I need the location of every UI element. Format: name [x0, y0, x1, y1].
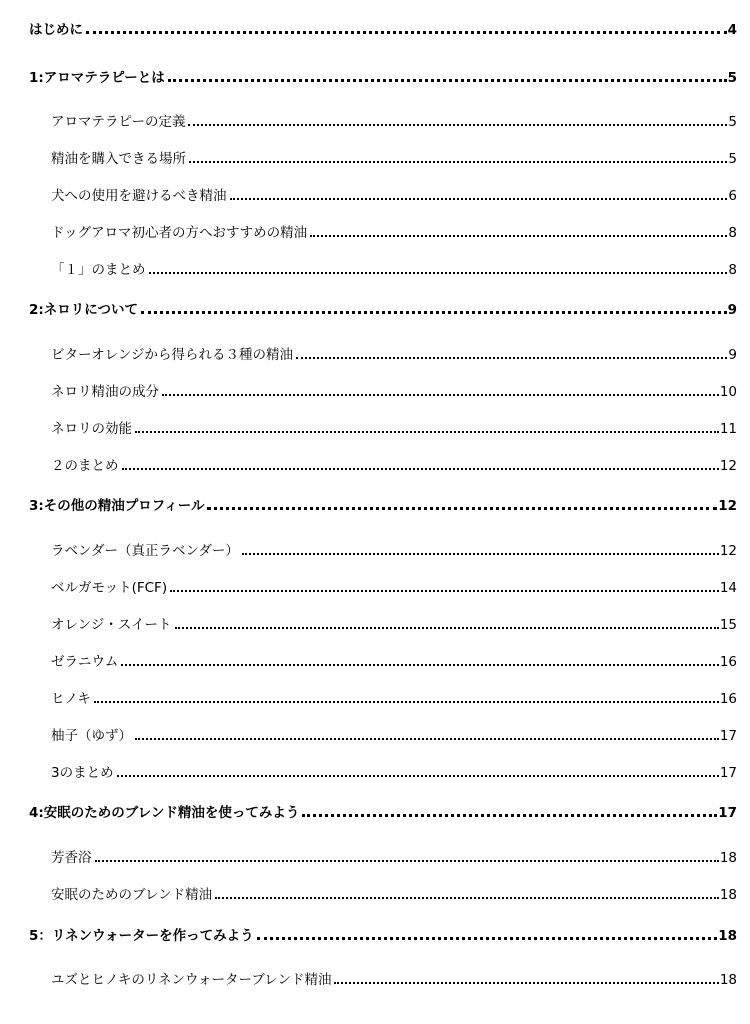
dot-leader — [95, 860, 719, 862]
toc-entry-title: 5：リネンウォーターを作ってみよう — [29, 928, 254, 944]
toc-section[interactable] — [0, 339, 750, 363]
dot-leader — [215, 897, 719, 899]
toc-chapter-intro[interactable] — [0, 14, 750, 38]
toc-section[interactable] — [0, 143, 750, 167]
toc-entry-title: ラベンダー（真正ラベンダー） — [51, 543, 239, 559]
toc-page-number: 14 — [719, 580, 737, 596]
dot-leader — [170, 590, 719, 592]
toc-chapter-1[interactable] — [0, 62, 750, 86]
toc-section[interactable] — [0, 572, 750, 596]
toc-page-number: 18 — [718, 928, 737, 944]
toc-entry-title: ネロリの効能 — [51, 421, 132, 437]
toc-entry-title: 1:アロマテラピーとは — [29, 70, 165, 86]
dot-leader — [149, 272, 728, 274]
toc-page-number: 17 — [719, 728, 737, 744]
toc-entry-title: 精油を購入できる場所 — [51, 151, 186, 167]
dot-leader — [141, 311, 727, 314]
dot-leader — [168, 79, 727, 82]
toc-page-number: 12 — [719, 458, 737, 474]
toc-entry-title: ヒノキ — [51, 691, 91, 707]
toc-entry-title: 3のまとめ — [51, 765, 114, 781]
toc-page-number: 17 — [719, 765, 737, 781]
dot-leader — [94, 701, 719, 703]
dot-leader — [242, 553, 719, 555]
toc-section[interactable] — [0, 217, 750, 241]
toc-section[interactable] — [0, 106, 750, 130]
toc-section[interactable] — [0, 180, 750, 204]
toc-page-number: 16 — [719, 654, 737, 670]
dot-leader — [257, 937, 718, 940]
dot-leader — [296, 357, 727, 359]
dot-leader — [230, 198, 728, 200]
dot-leader — [207, 507, 717, 510]
toc-section[interactable] — [0, 609, 750, 633]
toc-page-number: 18 — [719, 972, 737, 988]
toc-chapter-3[interactable] — [0, 490, 750, 514]
toc-page-number: 11 — [719, 421, 737, 437]
toc-entry-title: 4:安眠のためのブレンド精油を使ってみよう — [29, 805, 300, 821]
toc-page-number: 9 — [728, 347, 737, 363]
toc-page-number: 4 — [727, 22, 737, 38]
toc-section[interactable] — [0, 376, 750, 400]
toc-page-number: 5 — [728, 114, 737, 130]
dot-leader — [334, 982, 718, 984]
toc-page-number: 18 — [719, 887, 737, 903]
toc-section[interactable] — [0, 413, 750, 437]
toc-section[interactable] — [0, 720, 750, 744]
toc-entry-title: 2:ネロリについて — [29, 302, 139, 318]
toc-entry-title: ２のまとめ — [51, 458, 119, 474]
toc-page-number: 6 — [728, 188, 737, 204]
toc-page-number: 10 — [719, 384, 737, 400]
toc-entry-title: ドッグアロマ初心者の方へおすすめの精油 — [51, 225, 308, 241]
toc-page-number: 16 — [719, 691, 737, 707]
dot-leader — [117, 775, 719, 777]
toc-entry-title: ベルガモット(FCF) — [51, 580, 168, 596]
toc-page-number: 15 — [719, 617, 737, 633]
toc-section[interactable] — [0, 254, 750, 278]
toc-entry-title: 柚子（ゆず） — [51, 728, 132, 744]
toc-entry-title: オレンジ・スイート — [51, 617, 172, 633]
dot-leader — [162, 394, 719, 396]
toc-entry-title: はじめに — [29, 22, 83, 38]
dot-leader — [86, 31, 727, 34]
toc-section[interactable] — [0, 842, 750, 866]
toc-page-number: 12 — [718, 498, 737, 514]
dot-leader — [310, 235, 727, 237]
toc-entry-title: ビターオレンジから得られる３種の精油 — [51, 347, 294, 363]
dot-leader — [135, 738, 719, 740]
dot-leader — [188, 124, 727, 126]
toc-page-number: 8 — [728, 225, 737, 241]
toc-entry-title: 「１」のまとめ — [51, 262, 146, 278]
toc-page-number: 8 — [728, 262, 737, 278]
toc-page-number: 12 — [719, 543, 737, 559]
toc-page-number: 5 — [728, 151, 737, 167]
toc-entry-title: 犬への使用を避けるべき精油 — [51, 188, 227, 204]
toc-entry-title: 芳香浴 — [51, 850, 92, 866]
dot-leader — [122, 468, 719, 470]
toc-chapter-4[interactable] — [0, 797, 750, 821]
toc-chapter-5[interactable] — [0, 920, 750, 944]
dot-leader — [302, 814, 717, 817]
toc-section[interactable] — [0, 757, 750, 781]
dot-leader — [135, 431, 719, 433]
dot-leader — [175, 627, 719, 629]
toc-page-number: 5 — [727, 70, 737, 86]
toc-entry-title: 安眠のためのブレンド精油 — [51, 887, 213, 903]
toc-page-number: 17 — [718, 805, 737, 821]
toc-page-number: 18 — [719, 850, 737, 866]
toc-entry-title: アロマテラピーの定義 — [51, 114, 186, 130]
toc-chapter-2[interactable] — [0, 294, 750, 318]
toc-page-number: 9 — [727, 302, 737, 318]
toc-entry-title: 3:その他の精油プロフィール — [29, 498, 205, 514]
toc-section[interactable] — [0, 450, 750, 474]
toc-section[interactable] — [0, 646, 750, 670]
toc-entry-title: ゼラニウム — [51, 654, 119, 670]
dot-leader — [189, 161, 727, 163]
toc-entry-title: ユズとヒノキのリネンウォーターブレンド精油 — [51, 972, 332, 988]
dot-leader — [121, 664, 718, 666]
toc-section[interactable] — [0, 879, 750, 903]
toc-section[interactable] — [0, 964, 750, 988]
toc-section[interactable] — [0, 683, 750, 707]
toc-section[interactable] — [0, 535, 750, 559]
toc-entry-title: ネロリ精油の成分 — [51, 384, 159, 400]
